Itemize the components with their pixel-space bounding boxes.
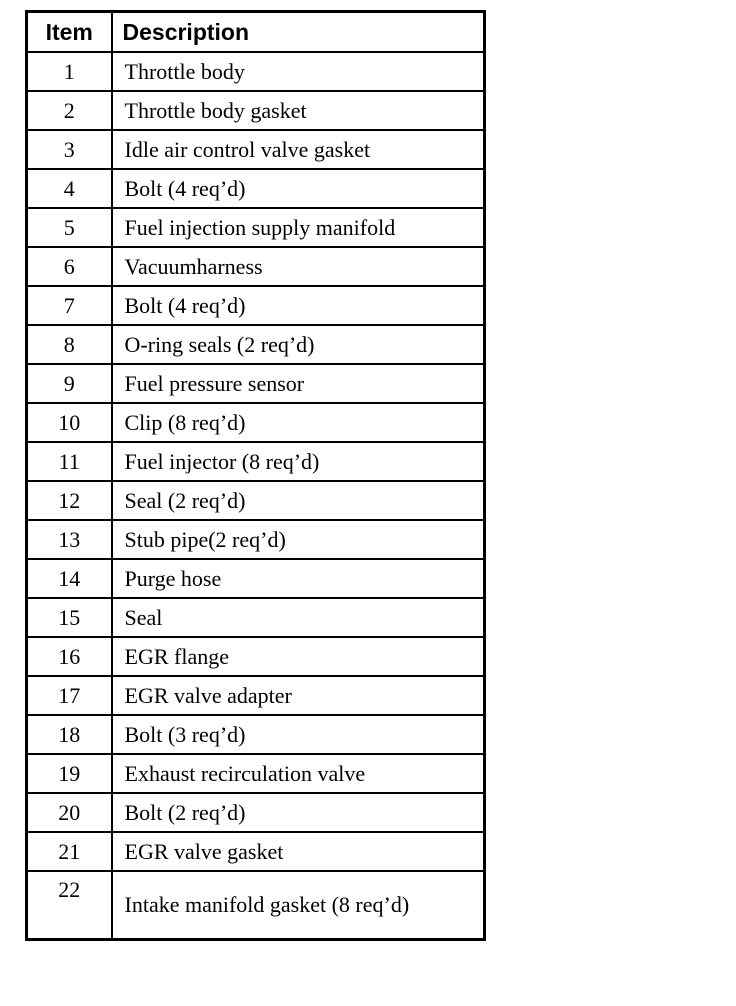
table-row: [27, 286, 485, 325]
table-row: [27, 130, 485, 169]
item-description: Stub pipe(2 req’d): [112, 520, 485, 559]
parts-table: [25, 10, 486, 941]
item-number: 5: [27, 208, 112, 247]
item-description: Intake manifold gasket (8 req’d): [112, 871, 485, 940]
table-row: [27, 559, 485, 598]
table-row: [27, 481, 485, 520]
item-description: Throttle body gasket: [112, 91, 485, 130]
item-number: 16: [27, 637, 112, 676]
item-description: EGR flange: [112, 637, 485, 676]
item-number: 7: [27, 286, 112, 325]
item-description: Seal: [112, 598, 485, 637]
item-number: 9: [27, 364, 112, 403]
table-row: [27, 754, 485, 793]
item-number: 15: [27, 598, 112, 637]
table-row: [27, 442, 485, 481]
table-row: [27, 247, 485, 286]
table-row: [27, 637, 485, 676]
table-row: [27, 793, 485, 832]
item-number: 1: [27, 52, 112, 91]
item-description: Exhaust recirculation valve: [112, 754, 485, 793]
table-body: [27, 52, 485, 940]
item-description: Bolt (2 req’d): [112, 793, 485, 832]
item-description: Fuel injection supply manifold: [112, 208, 485, 247]
item-number: 4: [27, 169, 112, 208]
item-number: 17: [27, 676, 112, 715]
item-number: 2: [27, 91, 112, 130]
item-description: Bolt (3 req’d): [112, 715, 485, 754]
table-row: [27, 364, 485, 403]
table-row: [27, 676, 485, 715]
item-description: Purge hose: [112, 559, 485, 598]
item-description: O-ring seals (2 req’d): [112, 325, 485, 364]
item-number: 8: [27, 325, 112, 364]
table-row: [27, 325, 485, 364]
item-number: 22: [27, 871, 112, 940]
item-description: Throttle body: [112, 52, 485, 91]
item-number: 21: [27, 832, 112, 871]
item-column-header: Item: [27, 12, 112, 53]
item-description: Vacuumharness: [112, 247, 485, 286]
table-row: [27, 715, 485, 754]
item-number: 10: [27, 403, 112, 442]
item-description: Fuel pressure sensor: [112, 364, 485, 403]
item-description: EGR valve gasket: [112, 832, 485, 871]
table-row: [27, 91, 485, 130]
table-row: [27, 208, 485, 247]
item-number: 14: [27, 559, 112, 598]
table-row: [27, 598, 485, 637]
item-description: Fuel injector (8 req’d): [112, 442, 485, 481]
item-description: Bolt (4 req’d): [112, 286, 485, 325]
item-number: 13: [27, 520, 112, 559]
item-number: 11: [27, 442, 112, 481]
item-description: Idle air control valve gasket: [112, 130, 485, 169]
table-row: [27, 871, 485, 940]
table-row: [27, 832, 485, 871]
table-header: [27, 12, 485, 53]
item-number: 19: [27, 754, 112, 793]
item-number: 20: [27, 793, 112, 832]
item-number: 12: [27, 481, 112, 520]
table-row: [27, 52, 485, 91]
table-row: [27, 169, 485, 208]
item-description: Seal (2 req’d): [112, 481, 485, 520]
description-column-header: Description: [112, 12, 485, 53]
table-row: [27, 403, 485, 442]
item-number: 3: [27, 130, 112, 169]
item-number: 6: [27, 247, 112, 286]
header-row: [27, 12, 485, 53]
item-description: Clip (8 req’d): [112, 403, 485, 442]
item-number: 18: [27, 715, 112, 754]
item-description: EGR valve adapter: [112, 676, 485, 715]
item-description: Bolt (4 req’d): [112, 169, 485, 208]
table-row: [27, 520, 485, 559]
